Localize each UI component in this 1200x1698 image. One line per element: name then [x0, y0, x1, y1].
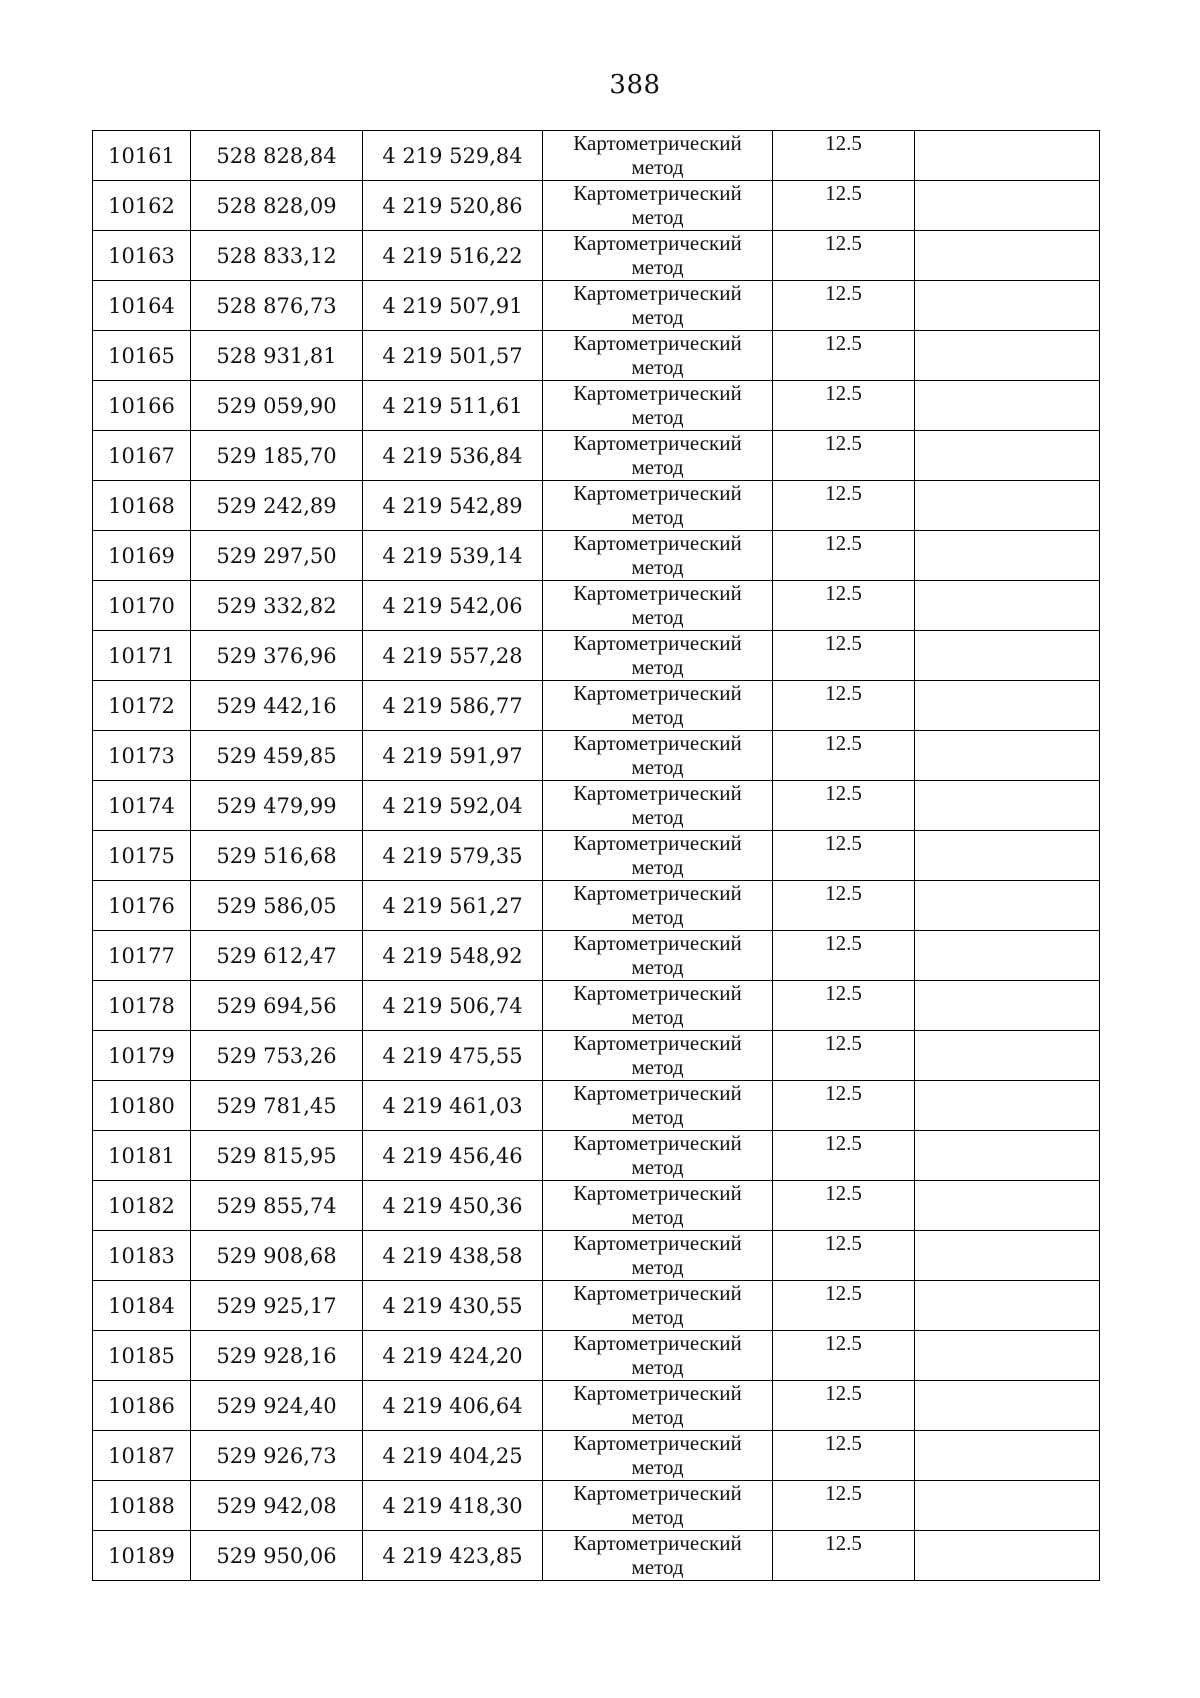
method-label-line1: Картометрический [573, 981, 742, 1005]
accuracy-cell: 12.5 [773, 731, 915, 781]
point-number-cell: 10162 [93, 181, 191, 231]
point-number-cell: 10169 [93, 531, 191, 581]
empty-cell [915, 381, 1100, 431]
method-label-line1: Картометрический [573, 431, 742, 455]
x-coordinate-cell: 529 815,95 [191, 1131, 363, 1181]
accuracy-cell: 12.5 [773, 381, 915, 431]
y-coordinate-cell: 4 219 516,22 [363, 231, 543, 281]
method-label-line1: Картометрический [573, 881, 742, 905]
method-label-line2: метод [631, 555, 684, 579]
method-cell [543, 781, 773, 831]
x-coordinate-cell: 529 926,73 [191, 1431, 363, 1481]
y-coordinate-cell: 4 219 536,84 [363, 431, 543, 481]
method-label-line1: Картометрический [573, 481, 742, 505]
method-label-line1: Картометрический [573, 1031, 742, 1055]
method-label-line2: метод [631, 805, 684, 829]
empty-cell [915, 1281, 1100, 1331]
point-number-cell: 10175 [93, 831, 191, 881]
point-number-cell: 10187 [93, 1431, 191, 1481]
point-number-cell: 10176 [93, 881, 191, 931]
accuracy-cell: 12.5 [773, 531, 915, 581]
table-row [93, 431, 1100, 481]
accuracy-cell: 12.5 [773, 1281, 915, 1331]
x-coordinate-cell: 528 931,81 [191, 331, 363, 381]
method-label-line2: метод [631, 1155, 684, 1179]
empty-cell [915, 1031, 1100, 1081]
x-coordinate-cell: 528 828,09 [191, 181, 363, 231]
point-number-cell: 10174 [93, 781, 191, 831]
y-coordinate-cell: 4 219 501,57 [363, 331, 543, 381]
y-coordinate-cell: 4 219 406,64 [363, 1381, 543, 1431]
method-cell [543, 1381, 773, 1431]
page-number: 388 [609, 70, 661, 100]
accuracy-cell: 12.5 [773, 681, 915, 731]
y-coordinate-cell: 4 219 511,61 [363, 381, 543, 431]
empty-cell [915, 681, 1100, 731]
x-coordinate-cell: 529 928,16 [191, 1331, 363, 1381]
x-coordinate-cell: 529 442,16 [191, 681, 363, 731]
method-label-line1: Картометрический [573, 1531, 742, 1555]
method-label-line1: Картометрический [573, 581, 742, 605]
empty-cell [915, 531, 1100, 581]
point-number-cell: 10167 [93, 431, 191, 481]
y-coordinate-cell: 4 219 579,35 [363, 831, 543, 881]
point-number-cell: 10163 [93, 231, 191, 281]
method-cell [543, 581, 773, 631]
method-cell [543, 981, 773, 1031]
empty-cell [915, 481, 1100, 531]
table-row [93, 1231, 1100, 1281]
method-label-line2: метод [631, 405, 684, 429]
table-row [93, 331, 1100, 381]
method-label-line2: метод [631, 605, 684, 629]
empty-cell [915, 1331, 1100, 1381]
x-coordinate-cell: 529 694,56 [191, 981, 363, 1031]
empty-cell [915, 231, 1100, 281]
method-cell [543, 1281, 773, 1331]
point-number-cell: 10182 [93, 1181, 191, 1231]
accuracy-cell: 12.5 [773, 1431, 915, 1481]
x-coordinate-cell: 528 828,84 [191, 131, 363, 181]
method-label-line2: метод [631, 355, 684, 379]
y-coordinate-cell: 4 219 430,55 [363, 1281, 543, 1331]
method-cell [543, 831, 773, 881]
x-coordinate-cell: 528 833,12 [191, 231, 363, 281]
method-cell [543, 681, 773, 731]
empty-cell [915, 731, 1100, 781]
table-row [93, 731, 1100, 781]
accuracy-cell: 12.5 [773, 631, 915, 681]
table-row [93, 531, 1100, 581]
method-cell [543, 281, 773, 331]
method-label-line2: метод [631, 505, 684, 529]
point-number-cell: 10168 [93, 481, 191, 531]
point-number-cell: 10183 [93, 1231, 191, 1281]
method-label-line1: Картометрический [573, 681, 742, 705]
method-cell [543, 181, 773, 231]
method-cell [543, 1131, 773, 1181]
method-label-line2: метод [631, 1505, 684, 1529]
x-coordinate-cell: 529 586,05 [191, 881, 363, 931]
table-row [93, 631, 1100, 681]
empty-cell [915, 1081, 1100, 1131]
method-label-line1: Картометрический [573, 1331, 742, 1355]
method-cell [543, 1181, 773, 1231]
point-number-cell: 10165 [93, 331, 191, 381]
x-coordinate-cell: 529 925,17 [191, 1281, 363, 1331]
method-cell [543, 331, 773, 381]
method-label-line1: Картометрический [573, 131, 742, 155]
x-coordinate-cell: 529 185,70 [191, 431, 363, 481]
method-cell [543, 931, 773, 981]
x-coordinate-cell: 528 876,73 [191, 281, 363, 331]
accuracy-cell: 12.5 [773, 1231, 915, 1281]
method-label-line1: Картометрический [573, 781, 742, 805]
y-coordinate-cell: 4 219 424,20 [363, 1331, 543, 1381]
method-label-line1: Картометрический [573, 931, 742, 955]
method-label-line2: метод [631, 305, 684, 329]
accuracy-cell: 12.5 [773, 1181, 915, 1231]
y-coordinate-cell: 4 219 591,97 [363, 731, 543, 781]
table-row [93, 1531, 1100, 1581]
accuracy-cell: 12.5 [773, 1531, 915, 1581]
x-coordinate-cell: 529 459,85 [191, 731, 363, 781]
x-coordinate-cell: 529 753,26 [191, 1031, 363, 1081]
point-number-cell: 10184 [93, 1281, 191, 1331]
y-coordinate-cell: 4 219 404,25 [363, 1431, 543, 1481]
accuracy-cell: 12.5 [773, 281, 915, 331]
method-label-line2: метод [631, 755, 684, 779]
x-coordinate-cell: 529 059,90 [191, 381, 363, 431]
table-row [93, 1081, 1100, 1131]
empty-cell [915, 331, 1100, 381]
method-label-line2: метод [631, 1255, 684, 1279]
table-row [93, 981, 1100, 1031]
empty-cell [915, 131, 1100, 181]
point-number-cell: 10173 [93, 731, 191, 781]
method-cell [543, 431, 773, 481]
method-cell [543, 1431, 773, 1481]
empty-cell [915, 881, 1100, 931]
y-coordinate-cell: 4 219 461,03 [363, 1081, 543, 1131]
method-cell [543, 1031, 773, 1081]
x-coordinate-cell: 529 376,96 [191, 631, 363, 681]
table-row [93, 381, 1100, 431]
method-cell [543, 1331, 773, 1381]
method-label-line1: Картометрический [573, 231, 742, 255]
table-row [93, 831, 1100, 881]
table-row [93, 281, 1100, 331]
point-number-cell: 10177 [93, 931, 191, 981]
method-label-line2: метод [631, 205, 684, 229]
method-label-line2: метод [631, 1005, 684, 1029]
point-number-cell: 10161 [93, 131, 191, 181]
y-coordinate-cell: 4 219 475,55 [363, 1031, 543, 1081]
point-number-cell: 10179 [93, 1031, 191, 1081]
accuracy-cell: 12.5 [773, 581, 915, 631]
empty-cell [915, 931, 1100, 981]
method-label-line1: Картометрический [573, 1481, 742, 1505]
method-cell [543, 131, 773, 181]
method-label-line2: метод [631, 1405, 684, 1429]
y-coordinate-cell: 4 219 450,36 [363, 1181, 543, 1231]
table-row [93, 1381, 1100, 1431]
y-coordinate-cell: 4 219 592,04 [363, 781, 543, 831]
y-coordinate-cell: 4 219 539,14 [363, 531, 543, 581]
y-coordinate-cell: 4 219 586,77 [363, 681, 543, 731]
point-number-cell: 10166 [93, 381, 191, 431]
y-coordinate-cell: 4 219 506,74 [363, 981, 543, 1031]
method-label-line2: метод [631, 455, 684, 479]
accuracy-cell: 12.5 [773, 931, 915, 981]
accuracy-cell: 12.5 [773, 181, 915, 231]
accuracy-cell: 12.5 [773, 1081, 915, 1131]
empty-cell [915, 631, 1100, 681]
accuracy-cell: 12.5 [773, 131, 915, 181]
method-label-line1: Картометрический [573, 1381, 742, 1405]
table-row [93, 231, 1100, 281]
method-label-line2: метод [631, 1555, 684, 1579]
x-coordinate-cell: 529 479,99 [191, 781, 363, 831]
method-label-line2: метод [631, 1055, 684, 1079]
accuracy-cell: 12.5 [773, 1381, 915, 1431]
y-coordinate-cell: 4 219 418,30 [363, 1481, 543, 1531]
table-row [93, 581, 1100, 631]
empty-cell [915, 1381, 1100, 1431]
point-number-cell: 10172 [93, 681, 191, 731]
table-row [93, 1031, 1100, 1081]
method-label-line2: метод [631, 155, 684, 179]
x-coordinate-cell: 529 332,82 [191, 581, 363, 631]
accuracy-cell: 12.5 [773, 1031, 915, 1081]
method-cell [543, 631, 773, 681]
y-coordinate-cell: 4 219 423,85 [363, 1531, 543, 1581]
x-coordinate-cell: 529 297,50 [191, 531, 363, 581]
point-number-cell: 10170 [93, 581, 191, 631]
table-row [93, 1181, 1100, 1231]
y-coordinate-cell: 4 219 542,89 [363, 481, 543, 531]
method-label-line1: Картометрический [573, 1431, 742, 1455]
accuracy-cell: 12.5 [773, 1481, 915, 1531]
accuracy-cell: 12.5 [773, 331, 915, 381]
method-cell [543, 1531, 773, 1581]
table-row [93, 881, 1100, 931]
method-cell [543, 1231, 773, 1281]
point-number-cell: 10188 [93, 1481, 191, 1531]
empty-cell [915, 1131, 1100, 1181]
empty-cell [915, 581, 1100, 631]
method-cell [543, 1481, 773, 1531]
empty-cell [915, 1531, 1100, 1581]
method-label-line2: метод [631, 255, 684, 279]
empty-cell [915, 431, 1100, 481]
point-number-cell: 10171 [93, 631, 191, 681]
empty-cell [915, 181, 1100, 231]
method-label-line1: Картометрический [573, 281, 742, 305]
table-row [93, 781, 1100, 831]
point-number-cell: 10189 [93, 1531, 191, 1581]
accuracy-cell: 12.5 [773, 1131, 915, 1181]
x-coordinate-cell: 529 612,47 [191, 931, 363, 981]
method-cell [543, 481, 773, 531]
method-label-line1: Картометрический [573, 1281, 742, 1305]
table-row [93, 1281, 1100, 1331]
table-row [93, 1331, 1100, 1381]
y-coordinate-cell: 4 219 542,06 [363, 581, 543, 631]
method-label-line2: метод [631, 905, 684, 929]
y-coordinate-cell: 4 219 520,86 [363, 181, 543, 231]
x-coordinate-cell: 529 242,89 [191, 481, 363, 531]
accuracy-cell: 12.5 [773, 431, 915, 481]
point-number-cell: 10180 [93, 1081, 191, 1131]
y-coordinate-cell: 4 219 438,58 [363, 1231, 543, 1281]
empty-cell [915, 781, 1100, 831]
point-number-cell: 10186 [93, 1381, 191, 1431]
method-label-line2: метод [631, 1305, 684, 1329]
y-coordinate-cell: 4 219 557,28 [363, 631, 543, 681]
method-label-line1: Картометрический [573, 1181, 742, 1205]
y-coordinate-cell: 4 219 507,91 [363, 281, 543, 331]
x-coordinate-cell: 529 924,40 [191, 1381, 363, 1431]
accuracy-cell: 12.5 [773, 781, 915, 831]
x-coordinate-cell: 529 516,68 [191, 831, 363, 881]
method-cell [543, 1081, 773, 1131]
method-label-line1: Картометрический [573, 731, 742, 755]
accuracy-cell: 12.5 [773, 231, 915, 281]
method-label-line1: Картометрический [573, 331, 742, 355]
method-label-line2: метод [631, 655, 684, 679]
method-label-line1: Картометрический [573, 531, 742, 555]
table-row [93, 931, 1100, 981]
method-label-line2: метод [631, 1455, 684, 1479]
method-label-line2: метод [631, 1205, 684, 1229]
coordinates-table-body [93, 131, 1100, 1581]
method-cell [543, 531, 773, 581]
accuracy-cell: 12.5 [773, 481, 915, 531]
empty-cell [915, 1231, 1100, 1281]
table-row [93, 131, 1100, 181]
empty-cell [915, 281, 1100, 331]
accuracy-cell: 12.5 [773, 981, 915, 1031]
empty-cell [915, 1481, 1100, 1531]
method-label-line1: Картометрический [573, 631, 742, 655]
method-label-line2: метод [631, 1105, 684, 1129]
point-number-cell: 10185 [93, 1331, 191, 1381]
method-label-line1: Картометрический [573, 1131, 742, 1155]
coordinates-table [92, 130, 1100, 1581]
y-coordinate-cell: 4 219 529,84 [363, 131, 543, 181]
method-cell [543, 381, 773, 431]
x-coordinate-cell: 529 908,68 [191, 1231, 363, 1281]
method-label-line1: Картометрический [573, 1081, 742, 1105]
point-number-cell: 10181 [93, 1131, 191, 1181]
method-cell [543, 731, 773, 781]
table-row [93, 181, 1100, 231]
table-row [93, 1131, 1100, 1181]
method-label-line2: метод [631, 855, 684, 879]
table-row [93, 1431, 1100, 1481]
table-row [93, 681, 1100, 731]
empty-cell [915, 1181, 1100, 1231]
table-row [93, 481, 1100, 531]
accuracy-cell: 12.5 [773, 1331, 915, 1381]
x-coordinate-cell: 529 781,45 [191, 1081, 363, 1131]
method-cell [543, 881, 773, 931]
point-number-cell: 10164 [93, 281, 191, 331]
empty-cell [915, 981, 1100, 1031]
table-row [93, 1481, 1100, 1531]
y-coordinate-cell: 4 219 548,92 [363, 931, 543, 981]
empty-cell [915, 831, 1100, 881]
method-label-line1: Картометрический [573, 181, 742, 205]
x-coordinate-cell: 529 950,06 [191, 1531, 363, 1581]
method-label-line2: метод [631, 955, 684, 979]
method-label-line1: Картометрический [573, 831, 742, 855]
method-label-line2: метод [631, 705, 684, 729]
method-label-line2: метод [631, 1355, 684, 1379]
method-cell [543, 231, 773, 281]
accuracy-cell: 12.5 [773, 831, 915, 881]
accuracy-cell: 12.5 [773, 881, 915, 931]
empty-cell [915, 1431, 1100, 1481]
y-coordinate-cell: 4 219 561,27 [363, 881, 543, 931]
method-label-line1: Картометрический [573, 1231, 742, 1255]
x-coordinate-cell: 529 942,08 [191, 1481, 363, 1531]
method-label-line1: Картометрический [573, 381, 742, 405]
point-number-cell: 10178 [93, 981, 191, 1031]
y-coordinate-cell: 4 219 456,46 [363, 1131, 543, 1181]
x-coordinate-cell: 529 855,74 [191, 1181, 363, 1231]
